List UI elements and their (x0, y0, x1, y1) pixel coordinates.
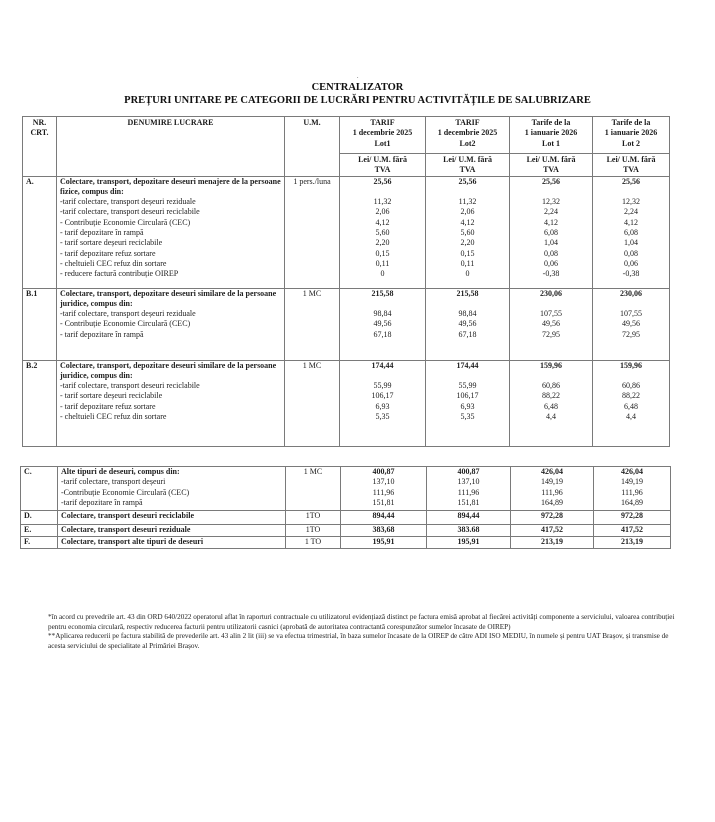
unit-label: Lei/ U.M. fără TVA (593, 154, 670, 177)
spacer (340, 299, 425, 309)
price-cell (340, 360, 426, 446)
header-tarif-dec-lot1: TARIF 1 decembrie 2025 Lot1 (340, 117, 426, 154)
component-value: 106,17 (371, 391, 394, 401)
component-label: - Contribuție Economie Circulară (CEC) (60, 217, 191, 227)
component-value: 49,56 (622, 319, 640, 329)
price-cell (426, 288, 510, 360)
price-table (22, 116, 670, 447)
row-description: Colectare, transport alte tipuri de deseuri (58, 537, 286, 549)
section-total: 25,56 (373, 176, 392, 186)
price-cell (594, 467, 671, 511)
row-description: Colectare, transport deseuri reziduale (58, 525, 286, 537)
component-value: -0,38 (542, 269, 560, 279)
section-total: 230,06 (540, 288, 562, 298)
section-title: Colectare, transport, depozitare deseuri similare de la persoane juridice, compus din: (60, 360, 277, 380)
price-cell: 383,68 (341, 525, 427, 537)
spacer (510, 371, 592, 381)
component-label: - tarif sortare deșeuri reciclabile (60, 391, 163, 401)
component-value: 60,86 (542, 381, 560, 391)
document-subtitle: PREȚURI UNITARE PE CATEGORII DE LUCRĂRI PENTRU ACTIVITĂȚILE DE SALUBRIZARE (124, 95, 591, 106)
component-value: 0 (380, 269, 385, 279)
component-value: 107,55 (540, 309, 562, 319)
unit-label: Lei/ U.M. fără TVA (426, 154, 510, 177)
component-label: -tarif colectare, transport deșeuri reziduale (60, 309, 196, 319)
component-label: - Contribuție Economie Circulară (CEC) (60, 319, 191, 329)
component-label: - tarif depozitare în rampă (60, 329, 144, 339)
component-value: 107,55 (620, 309, 642, 319)
component-value: 72,95 (622, 329, 640, 339)
component-label: - tarif depozitare refuz sortare (60, 401, 156, 411)
component-label: -tarif colectare, transport deșeuri (61, 477, 166, 487)
component-value: 5,35 (460, 412, 475, 422)
spacer (593, 187, 669, 197)
component-value: 111,96 (541, 487, 563, 497)
footnotes (48, 613, 678, 651)
component-value: 98,84 (458, 309, 477, 319)
price-cell: 972,28 (594, 511, 671, 525)
component-label: - tarif depozitare refuz sortare (60, 248, 156, 258)
price-cell (593, 360, 670, 446)
section-total: 215,58 (371, 288, 394, 298)
component-value: 4,12 (624, 217, 638, 227)
component-value: 111,96 (457, 487, 480, 497)
component-value: 1,04 (624, 238, 638, 248)
spacer (510, 299, 592, 309)
footnote-2: **Aplicarea reducerii pe factura stabilită de prevederile art. 43 alin 2 lit (iii) se va efectua trimestrial, în baza sumelor încasate de la OIREP de către ADI ISO MEDIU, în numele și pentru UAT Brașov, și transmise de acesta serviciului de specialitate al Primăriei Brașov. (48, 632, 669, 650)
unit-label: Lei/ U.M. fără TVA (340, 154, 426, 177)
section-total: 25,56 (542, 176, 560, 186)
table-row-section (21, 467, 671, 511)
table-row-section (23, 360, 670, 446)
component-label: -tarif colectare, transport deșeuri reziduale (60, 197, 196, 207)
table-row (21, 537, 671, 549)
component-value: 6,93 (460, 401, 475, 411)
component-value: 2,20 (460, 238, 475, 248)
table-row-section (23, 288, 670, 360)
section-title: Colectare, transport, depozitare deseuri menajere de la persoane fizice, compus din: (60, 176, 281, 196)
page-mark: . (357, 74, 359, 80)
price-cell: 894,44 (341, 511, 427, 525)
row-description (58, 467, 286, 511)
section-total: 230,06 (620, 288, 642, 298)
component-label: -tarif depozitare în rampă (61, 497, 143, 507)
component-label: - tarif depozitare în rampă (60, 228, 144, 238)
price-cell (427, 467, 511, 511)
spacer (593, 299, 669, 309)
price-cell: 972,28 (511, 511, 594, 525)
component-value: 6,08 (544, 228, 558, 238)
spacer (340, 187, 425, 197)
component-value: 0,11 (375, 258, 390, 268)
unit-label: Lei/ U.M. fără TVA (510, 154, 593, 177)
price-cell (426, 176, 510, 288)
row-unit: 1 pers./luna (285, 176, 340, 288)
row-number: D. (21, 511, 58, 525)
price-cell: 417,52 (511, 525, 594, 537)
component-value: 0,06 (624, 258, 638, 268)
component-value: 4,12 (544, 217, 558, 227)
row-unit: 1 TO (286, 537, 341, 549)
row-description: Colectare, transport deseuri reciclabile (58, 511, 286, 525)
component-value: 0,06 (544, 258, 558, 268)
section-total: 25,56 (458, 176, 477, 186)
component-value: 137,10 (457, 477, 480, 487)
section-total: 215,58 (456, 288, 479, 298)
header-tarif-dec-lot2: TARIF 1 decembrie 2025 Lot2 (426, 117, 510, 154)
header-nr: NR. CRT. (23, 117, 57, 177)
component-value: 4,4 (626, 412, 636, 422)
component-value: 6,08 (624, 228, 638, 238)
row-unit: 1TO (286, 525, 341, 537)
component-label: - cheltuieli CEC refuz din sortare (60, 412, 167, 422)
spacer (593, 371, 669, 381)
price-cell: 195,91 (341, 537, 427, 549)
table-row-section (23, 176, 670, 288)
component-value: 6,48 (624, 401, 638, 411)
price-cell (593, 176, 670, 288)
price-cell (510, 176, 593, 288)
header-denumire: DENUMIRE LUCRARE (57, 117, 285, 177)
header-tarif-ian-lot1: Tarife de la 1 ianuarie 2026 Lot 1 (510, 117, 593, 154)
table-row (21, 511, 671, 525)
row-number: C. (21, 467, 58, 511)
component-label: - cheltuieli CEC refuz din sortare (60, 258, 167, 268)
row-description (57, 360, 285, 446)
component-value: 149,19 (541, 477, 563, 487)
component-value: 72,95 (542, 329, 560, 339)
table-row (21, 525, 671, 537)
component-value: 0,08 (544, 248, 558, 258)
price-cell: 417,52 (594, 525, 671, 537)
header-tarif-ian-lot2: Tarife de la 1 ianuarie 2026 Lot 2 (593, 117, 670, 154)
spacer (340, 371, 425, 381)
component-value: 11,32 (373, 197, 392, 207)
component-value: 0,08 (624, 248, 638, 258)
price-cell (426, 360, 510, 446)
component-value: 0,15 (460, 248, 475, 258)
footnote-1: *în acord cu prevedrile art. 43 din ORD 640/2022 operatorul aflat în raporturi contractuale cu utilizatorul evidențiază distinct pe factura emisă aprobat al fiecărei activități componente a serviciului, valoarea contribuției pentru economia circulară, respectiv reducerea facturii pentru utilizatorii casnici (aprobată de autoritatea contractantă corespunzător sumelor încasate de OIREP) (48, 613, 675, 631)
section-total: 400,87 (372, 467, 395, 476)
section-total: 159,96 (540, 360, 562, 370)
component-label: -Contribuție Economie Circulară (CEC) (61, 487, 190, 497)
component-value: 98,84 (373, 309, 392, 319)
component-value: 5,60 (375, 228, 390, 238)
component-value: 4,12 (375, 217, 390, 227)
section-total: 25,56 (622, 176, 640, 186)
component-label: -tarif colectare, transport deseuri reciclabile (60, 381, 200, 391)
section-title: Alte tipuri de deseuri, compus din: (61, 467, 180, 476)
component-value: 0,11 (460, 258, 475, 268)
row-unit: 1 MC (285, 360, 340, 446)
row-description (57, 176, 285, 288)
component-value: 88,22 (542, 391, 560, 401)
component-value: 12,32 (542, 197, 560, 207)
price-cell: 195,91 (427, 537, 511, 549)
component-value: 67,18 (458, 329, 477, 339)
component-value: 11,32 (458, 197, 477, 207)
section-total: 426,04 (621, 467, 643, 476)
spacer (510, 187, 592, 197)
price-table-other (20, 466, 671, 549)
component-label: - tarif sortare deșeuri reciclabile (60, 238, 163, 248)
row-unit: 1 MC (285, 288, 340, 360)
component-value: 164,89 (541, 497, 563, 507)
row-number: E. (21, 525, 58, 537)
section-title: Colectare, transport, depozitare deseuri similare de la persoane juridice, compus din: (60, 288, 277, 308)
component-value: 4,12 (460, 217, 475, 227)
component-value: 55,99 (458, 381, 477, 391)
component-value: 5,35 (375, 412, 390, 422)
price-cell (340, 176, 426, 288)
component-value: 151,81 (372, 497, 395, 507)
section-total: 426,04 (541, 467, 563, 476)
spacer (426, 299, 509, 309)
price-cell (340, 288, 426, 360)
price-cell: 383.68 (427, 525, 511, 537)
component-value: 164,89 (621, 497, 643, 507)
price-cell (511, 467, 594, 511)
component-value: 4,4 (546, 412, 556, 422)
header-um: U.M. (285, 117, 340, 177)
row-number: B.1 (23, 288, 57, 360)
row-number: A. (23, 176, 57, 288)
price-cell: 894,44 (427, 511, 511, 525)
component-value: 55,99 (373, 381, 392, 391)
row-number: F. (21, 537, 58, 549)
row-description (57, 288, 285, 360)
row-unit: 1 MC (286, 467, 341, 511)
component-value: 2,06 (375, 207, 390, 217)
row-number: B.2 (23, 360, 57, 446)
component-value: -0,38 (622, 269, 640, 279)
price-cell: 213,19 (511, 537, 594, 549)
row-unit: 1TO (286, 511, 341, 525)
component-value: 111,96 (621, 487, 643, 497)
section-total: 159,96 (620, 360, 642, 370)
document-title: CENTRALIZATOR (311, 82, 404, 93)
component-value: 5,60 (460, 228, 475, 238)
component-value: 12,32 (622, 197, 640, 207)
component-value: 0,15 (375, 248, 390, 258)
component-value: 0 (465, 269, 470, 279)
component-value: 149,19 (621, 477, 643, 487)
component-value: 67,18 (373, 329, 392, 339)
component-value: 6,93 (375, 401, 390, 411)
component-label: -tarif colectare, transport deseuri reciclabile (60, 207, 200, 217)
section-total: 400,87 (457, 467, 480, 476)
component-value: 106,17 (456, 391, 479, 401)
component-value: 88,22 (622, 391, 640, 401)
price-cell (341, 467, 427, 511)
price-cell (593, 288, 670, 360)
component-value: 2,20 (375, 238, 390, 248)
component-value: 1,04 (544, 238, 558, 248)
component-value: 111,96 (372, 487, 395, 497)
component-value: 2,24 (624, 207, 638, 217)
component-value: 49,56 (542, 319, 560, 329)
component-value: 60,86 (622, 381, 640, 391)
component-value: 137,10 (372, 477, 395, 487)
component-label: - reducere factură contribuție OIREP (60, 269, 179, 279)
price-cell (510, 360, 593, 446)
component-value: 2,24 (544, 207, 558, 217)
component-value: 49,56 (458, 319, 477, 329)
component-value: 151,81 (457, 497, 480, 507)
price-cell: 213,19 (594, 537, 671, 549)
spacer (426, 371, 509, 381)
spacer (426, 187, 509, 197)
component-value: 49,56 (373, 319, 392, 329)
section-total: 174,44 (456, 360, 479, 370)
section-total: 174,44 (371, 360, 394, 370)
component-value: 6,48 (544, 401, 558, 411)
price-cell (510, 288, 593, 360)
component-value: 2,06 (460, 207, 475, 217)
